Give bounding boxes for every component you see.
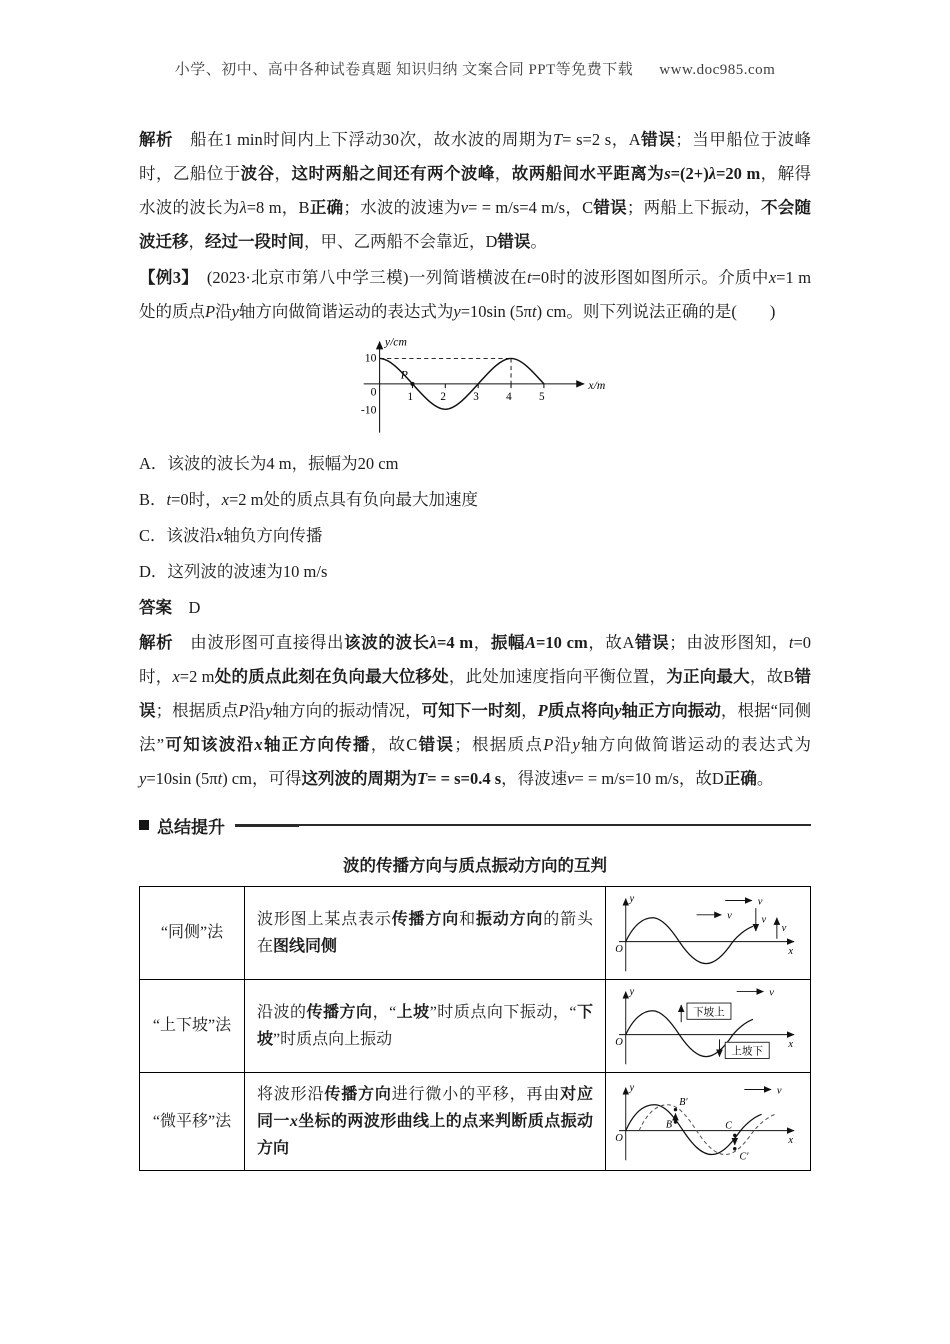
- summary-heading-text: 总结提升: [157, 817, 225, 837]
- table-row: [140, 1073, 811, 1171]
- analysis-paragraph-2: 解析 由波形图可直接得出该波的波长λ=4 m，振幅A=10 cm，故A错误；由波形图知，t=0时，x=2 m处的质点此刻在负向最大位移处，此处加速度指向平衡位置，为正向最大，故B错误；根据质点P沿y轴方向的振动情况，可知下一时刻，P质点将向y轴正方向振动，根据“同侧法”可知该波沿x轴正方向传播，故C错误；根据质点P沿y轴方向做简谐运动的表达式为y=10sin (5πt) cm，可得这列波的周期为T= = s=0.4 s，得波速v= = m/s=10 m/s，故D正确。: [139, 633, 812, 788]
- c-label: C: [725, 1120, 732, 1132]
- wave-curve: [626, 918, 753, 964]
- y-axis-label: y: [629, 986, 635, 998]
- header-slogan: 小学、初中、高中各种试卷真题 知识归纳 文案合同 PPT等免费下载: [174, 62, 634, 78]
- b-prime-label: B′: [679, 1096, 688, 1108]
- figure-tick-label-4: 4: [506, 390, 512, 403]
- y-axis-label: y: [629, 1081, 635, 1093]
- summary-rule: [235, 824, 811, 827]
- method-name-weipingyi: “微平移”法: [140, 1073, 245, 1171]
- method-desc-shangxiapo: 沿波的传播方向，“上坡”时质点向下振动，“下坡”时质点向上振动: [245, 980, 606, 1073]
- uphill-down-label: 上坡下: [731, 1046, 763, 1058]
- option-d-text: 这列波的波速为10 m/s: [167, 562, 328, 581]
- b-label: B: [665, 1119, 673, 1131]
- answer-label: 答案: [139, 598, 172, 617]
- v-label: v: [757, 896, 763, 908]
- table-row: [140, 887, 811, 980]
- figure-p-label: P: [400, 368, 408, 382]
- option-d-label: D．: [139, 562, 168, 581]
- method-name-tongce: “同侧”法: [140, 887, 245, 980]
- point-b-prime-dot: [674, 1107, 677, 1110]
- y-axis-label: y: [629, 893, 635, 905]
- wave-curve: [626, 1104, 762, 1154]
- waveform-svg: [340, 333, 610, 439]
- method-table: [139, 886, 811, 1171]
- figure-tick-label-2: 2: [440, 390, 446, 403]
- v-label: v: [727, 910, 732, 922]
- figure-ymax-label: 10: [364, 351, 377, 365]
- answer-value: D: [172, 598, 201, 617]
- option-c: [139, 518, 811, 554]
- page-header: [0, 0, 950, 79]
- option-d: [139, 554, 811, 590]
- example-3-paragraph: 【例3】 (2023·北京市第八中学三模)一列简谐横波在t=0时的波形图如图所示。介质中x=1 m处的质点P沿y轴方向做简谐运动的表达式为y=10sin (5πt) cm。则下列说法正确的是( ): [139, 268, 812, 321]
- x-axis-label: x: [788, 1134, 794, 1146]
- shifted-wave-curve: [639, 1104, 775, 1154]
- table-title: 波的传播方向与质点振动方向的互判: [343, 856, 607, 875]
- v-label: v: [781, 923, 787, 935]
- document-body: [139, 123, 811, 1171]
- downhill-up-label: 下坡上: [693, 1007, 725, 1019]
- option-c-label: C．: [139, 526, 167, 545]
- x-axis-label: x: [788, 1039, 794, 1051]
- waveform-figure: [139, 333, 811, 444]
- x-axis-label: x: [788, 946, 794, 958]
- point-p-dot: [410, 382, 414, 386]
- diagram-shangxiapo-svg: [612, 982, 804, 1070]
- figure-x-label: x/m: [588, 379, 606, 393]
- table-row: [140, 980, 811, 1073]
- method-desc-weipingyi: 将波形沿传播方向进行微小的平移，再由对应同一x坐标的两波形曲线上的点来判断质点振动方向: [245, 1073, 606, 1171]
- option-b-label: B．: [139, 490, 167, 509]
- diagram-tongce-svg: [612, 889, 804, 977]
- figure-y-label: y/cm: [384, 335, 407, 349]
- method-desc-tongce: 波形图上某点表示传播方向和振动方向的箭头在图线同侧: [245, 887, 606, 980]
- origin-label: O: [615, 944, 623, 956]
- option-c-text: 该波沿x轴负方向传播: [166, 526, 323, 545]
- method-name-shangxiapo: “上下坡”法: [140, 980, 245, 1073]
- analysis-paragraph-1: 解析 船在1 min时间内上下浮动30次，故水波的周期为T= s=2 s，A错误；当甲船位于波峰时，乙船位于波谷，这时两船之间还有两个波峰，故两船间水平距离为s=(2+)λ=20 m，解得水波的波长为λ=8 m，B正确；水波的波速为v= = m/s=4 m/s，C错误；两船上下振动，不会随波迁移，经过一段时间，甲、乙两船不会靠近，D错误。: [139, 130, 812, 251]
- c-prime-label: C′: [739, 1150, 749, 1162]
- figure-tick-label-1: 1: [407, 390, 414, 403]
- option-a: [139, 446, 811, 482]
- diagram-weipingyi: [606, 1073, 811, 1171]
- option-b-text: t=0时，x=2 m处的质点具有负向最大加速度: [166, 490, 479, 509]
- answer-row: [139, 590, 811, 626]
- figure-origin-label: 0: [370, 385, 377, 399]
- point-c-dot: [733, 1133, 736, 1136]
- origin-label: O: [615, 1132, 623, 1144]
- option-a-label: A．: [139, 454, 168, 473]
- v-label: v: [769, 987, 774, 999]
- point-b-dot: [674, 1120, 677, 1123]
- diagram-tongce: [606, 887, 811, 980]
- figure-tick-label-5: 5: [538, 390, 545, 403]
- square-bullet-icon: [139, 820, 149, 830]
- figure-ymin-label: -10: [360, 403, 377, 417]
- origin-label: O: [615, 1037, 623, 1049]
- v-label: v: [761, 914, 767, 926]
- point-c-prime-dot: [733, 1147, 736, 1150]
- diagram-weipingyi-svg: [612, 1078, 804, 1166]
- option-a-text: 该波的波长为4 m，振幅为20 cm: [167, 454, 399, 473]
- option-b: [139, 482, 811, 518]
- v-label: v: [776, 1084, 782, 1096]
- figure-tick-label-3: 3: [473, 390, 479, 403]
- summary-heading: [139, 812, 811, 838]
- header-site-link[interactable]: www.doc985.com: [659, 62, 776, 78]
- diagram-shangxiapo: [606, 980, 811, 1073]
